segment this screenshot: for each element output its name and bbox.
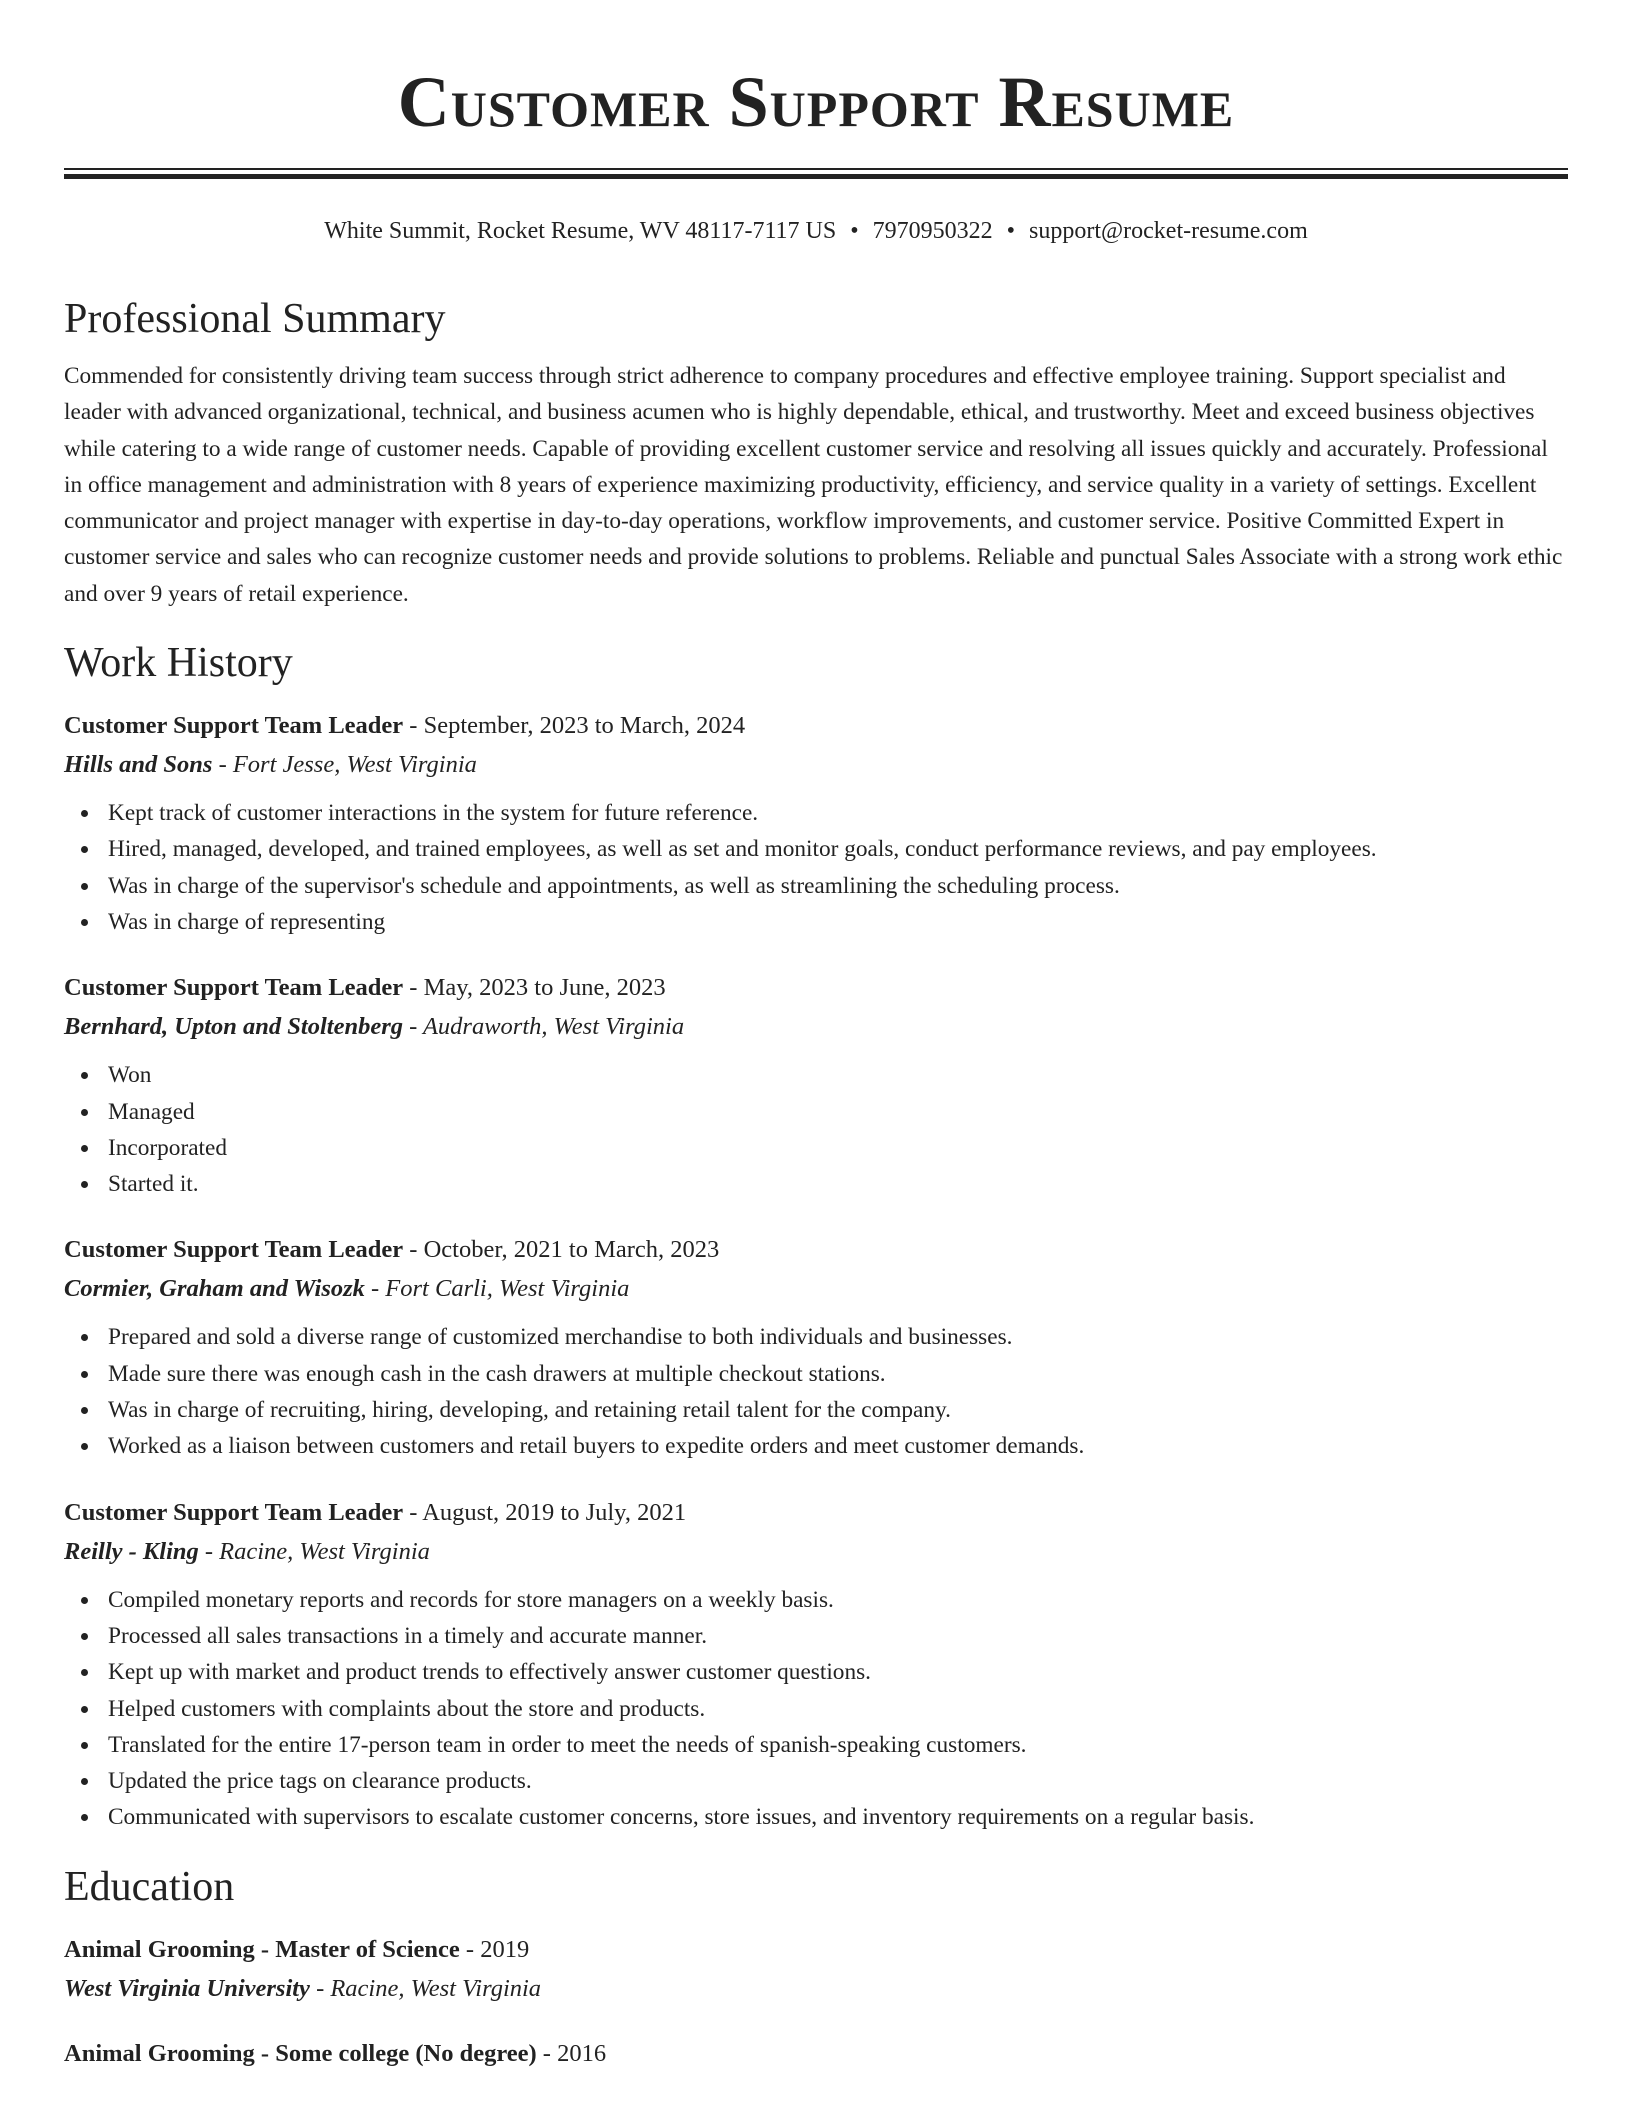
employer-location: - Racine, West Virginia — [198, 1537, 430, 1565]
contact-separator: • — [850, 218, 859, 244]
job-title-line — [64, 968, 1568, 1007]
duty-item: Incorporated — [108, 1130, 1568, 1166]
duty-item: Was in charge of representing — [108, 904, 1568, 940]
employer-line — [64, 1007, 1568, 1046]
school-location: - Racine, West Virginia — [309, 1974, 542, 2002]
summary-text: Commended for consistently driving team success through strict adherence to company procedures and effective employee training. Support specialist and leader with advanced organizational, technical, and business acumen who is highly dependable, ethical, and trustworthy. Meet and exceed business objectives while catering to a wide range of customer needs. Capable of providing excellent customer service and resolving all issues quickly and accurately. Professional in office management and administration with 8 years of experience maximizing productivity, efficiency, and service quality in a variety of settings. Excellent communicator and project manager with expertise in day-to-day operations, workflow improvements, and customer service. Positive Committed Expert in customer service and sales who can recognize customer needs and provide solutions to problems. Reliable and punctual Sales Associate with a strong work ethic and over 9 years of retail experience. — [64, 363, 1563, 607]
duty-item: Worked as a liaison between customers and retail buyers to expedite orders and meet customer demands. — [108, 1428, 1568, 1464]
duty-item: Updated the price tags on clearance products. — [108, 1763, 1568, 1799]
header-rule-thick — [64, 174, 1568, 179]
job-dates: - August, 2019 to July, 2021 — [403, 1498, 687, 1526]
degree-line — [64, 1930, 1568, 1969]
job-title-line — [64, 706, 1568, 745]
job-dates: - May, 2023 to June, 2023 — [403, 974, 666, 1002]
duty-item: Processed all sales transactions in a timely and accurate manner. — [108, 1618, 1568, 1654]
education-entry — [64, 1930, 1568, 2008]
duty-list — [64, 795, 1568, 940]
duty-list — [64, 1582, 1568, 1836]
duty-item: Kept up with market and product trends to effectively answer customer questions. — [108, 1654, 1568, 1690]
employer-line — [64, 1269, 1568, 1308]
job-dates: - September, 2023 to March, 2024 — [403, 712, 746, 740]
degree-year: - 2016 — [536, 2039, 607, 2067]
job-title: Customer Support Team Leader — [64, 712, 404, 740]
header-rule-thin — [64, 168, 1568, 170]
section-heading-summary: Professional Summary — [64, 296, 446, 342]
section-heading-work-history: Work History — [64, 640, 293, 687]
job-entry — [64, 968, 1568, 1202]
duty-item: Prepared and sold a diverse range of customized merchandise to both individuals and businesses. — [108, 1319, 1568, 1355]
resume-title: Customer Support Resume — [397, 62, 1235, 142]
duty-item: Won — [108, 1057, 1568, 1093]
employer-location: - Audraworth, West Virginia — [403, 1013, 685, 1041]
contact-separator: • — [1006, 218, 1016, 244]
duty-item: Made sure there was enough cash in the cash drawers at multiple checkout stations. — [108, 1356, 1568, 1392]
job-title-line — [64, 1493, 1568, 1532]
school-line — [64, 1969, 1568, 2008]
degree-line — [64, 2034, 1568, 2073]
work-history-section — [64, 634, 1568, 1836]
duty-item: Hired, managed, developed, and trained employees, as well as set and monitor goals, conduct performance reviews, and pay employees. — [108, 831, 1568, 867]
job-title-line — [64, 1230, 1568, 1269]
employer-location: - Fort Jesse, West Virginia — [212, 751, 477, 779]
resume-content — [64, 290, 1568, 2073]
duty-item: Compiled monetary reports and records for store managers on a weekly basis. — [108, 1582, 1568, 1618]
education-entry — [64, 2034, 1568, 2073]
duty-item: Started it. — [108, 1166, 1568, 1202]
duty-list — [64, 1319, 1568, 1464]
degree-name: Animal Grooming - Master of Science — [64, 1935, 460, 1963]
employer-name: Hills and Sons — [64, 751, 213, 779]
job-title: Customer Support Team Leader — [64, 1236, 404, 1264]
education-section — [64, 1858, 1568, 2073]
duty-item: Was in charge of recruiting, hiring, developing, and retaining retail talent for the company. — [108, 1392, 1568, 1428]
duty-item: Communicated with supervisors to escalate customer concerns, store issues, and inventory requirements on a regular basis. — [108, 1799, 1568, 1835]
summary-section — [64, 290, 1568, 612]
duty-item: Managed — [108, 1094, 1568, 1130]
degree-name: Animal Grooming - Some college (No degree) — [64, 2039, 537, 2067]
employer-line — [64, 1532, 1568, 1571]
contact-address: White Summit, Rocket Resume, WV 48117-7117 US — [324, 218, 837, 244]
job-entry — [64, 1493, 1568, 1836]
school-name: West Virginia University — [64, 1974, 310, 2002]
contact-email: support@rocket-resume.com — [1029, 218, 1308, 244]
job-entry — [64, 706, 1568, 940]
duty-list — [64, 1057, 1568, 1202]
section-heading-education: Education — [64, 1863, 235, 1910]
contact-line — [64, 214, 1568, 248]
degree-year: - 2019 — [459, 1935, 530, 1963]
employer-line — [64, 745, 1568, 784]
job-entry — [64, 1230, 1568, 1464]
job-title: Customer Support Team Leader — [64, 974, 404, 1002]
duty-item: Kept track of customer interactions in the system for future reference. — [108, 795, 1568, 831]
employer-name: Reilly - Kling — [64, 1537, 199, 1565]
duty-item: Translated for the entire 17-person team in order to meet the needs of spanish-speaking customers. — [108, 1727, 1568, 1763]
job-title: Customer Support Team Leader — [64, 1498, 404, 1526]
duty-item: Helped customers with complaints about the store and products. — [108, 1691, 1568, 1727]
duty-item: Was in charge of the supervisor's schedule and appointments, as well as streamlining the scheduling process. — [108, 868, 1568, 904]
contact-phone: 7970950322 — [872, 218, 993, 244]
employer-name: Bernhard, Upton and Stoltenberg — [64, 1013, 403, 1041]
employer-name: Cormier, Graham and Wisozk — [64, 1275, 365, 1303]
employer-location: - Fort Carli, West Virginia — [364, 1275, 630, 1303]
job-dates: - October, 2021 to March, 2023 — [403, 1236, 720, 1264]
